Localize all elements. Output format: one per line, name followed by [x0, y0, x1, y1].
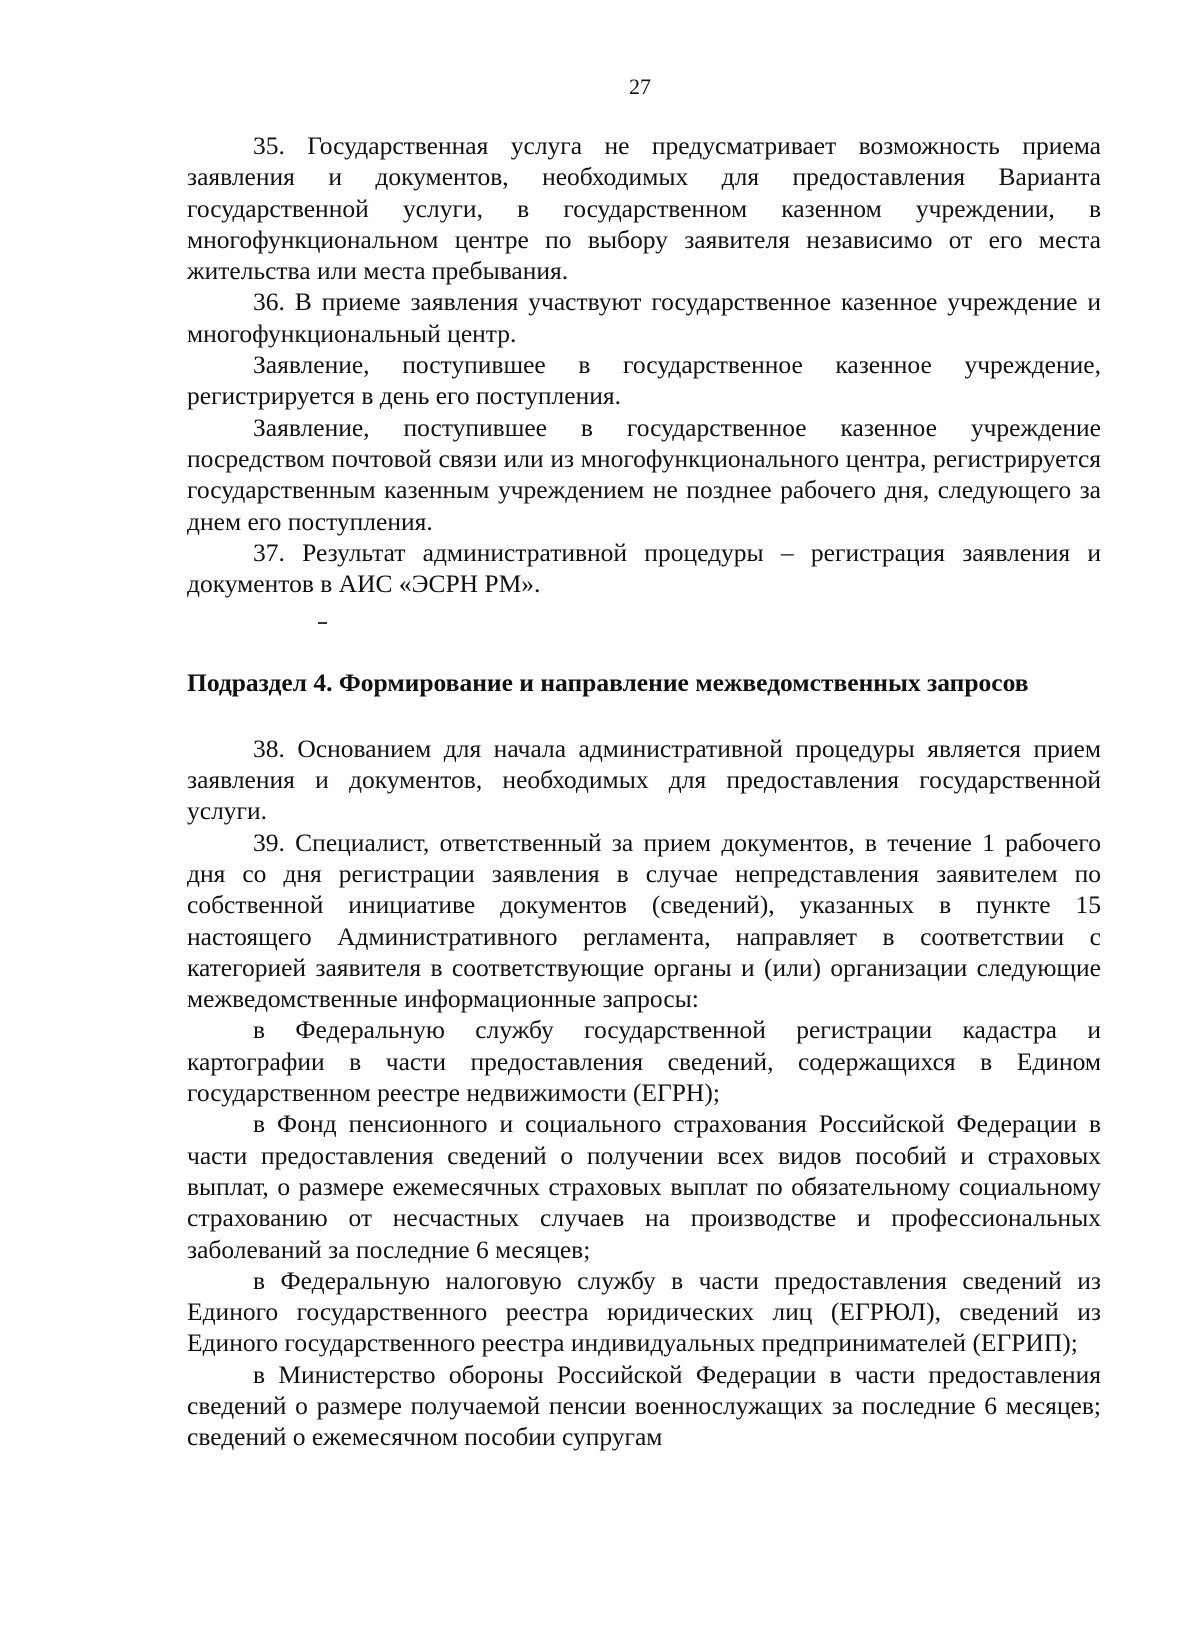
- paragraph-37: 37. Результат административной процедуры – регистрация заявления и документов в АИС «ЭСРН РМ».: [187, 537, 1101, 599]
- paragraph-request-tax-service: в Федеральную налоговую службу в части предоставления сведений из Единого государственного реестра юридических лиц (ЕГРЮЛ), сведений из Единого государственного реестра индивидуальных предпринимателей (ЕГРИП);: [187, 1265, 1101, 1358]
- section-heading: Подраздел 4. Формирование и направление межведомственных запросов: [187, 668, 1029, 698]
- paragraph-request-pension-fund: в Фонд пенсионного и социального страхования Российской Федерации в части предоставления сведений о получении всех видов пособий и страховых выплат, о размере ежемесячных страховых выплат по обязательному социальному страхованию от несчастных случаев на производстве и профессиональных заболеваний за последние 6 месяцев;: [187, 1109, 1101, 1264]
- paragraph-35: 35. Государственная услуга не предусматривает возможность приема заявления и документов, необходимых для предоставления Варианта государственной услуги, в государственном казенном учреждении, в многофункциональном центре по выбору заявителя независимо от его места жительства или места пребывания.: [187, 131, 1101, 286]
- paragraph-36: 36. В приеме заявления участвуют государственное казенное учреждение и многофункциональный центр.: [187, 287, 1101, 348]
- stray-scan-mark: [318, 622, 327, 624]
- paragraph-38: 38. Основанием для начала административной процедуры является прием заявления и документов, необходимых для предоставления государственной услуги.: [187, 733, 1101, 826]
- section-spacer: [187, 599, 1101, 667]
- paragraph-request-defense-ministry: в Министерство обороны Российской Федерации в части предоставления сведений о размере получаемой пенсии военнослужащих за последние 6 месяцев; сведений о ежемесячном пособии супругам: [187, 1359, 1101, 1452]
- paragraph-39: 39. Специалист, ответственный за прием документов, в течение 1 рабочего дня со дня регистрации заявления в случае непредставления заявителем по собственной инициативе документов (сведений), указанных в пункте 15 настоящего Административного регламента, направляет в соответствии с категорией заявителя в соответствующие органы и (или) организации следующие межведомственные информационные запросы:: [187, 827, 1101, 1014]
- heading-spacer: [187, 699, 1101, 733]
- page-number: 27: [629, 74, 651, 99]
- paragraph-registration-postal: Заявление, поступившее в государственное казенное учреждение посредством почтовой связи или из многофункционального центра, регистрируется государственным казенным учреждением не позднее рабочего дня, следующего за днем его поступления.: [187, 412, 1101, 536]
- paragraph-request-rosreestr: в Федеральную службу государственной регистрации кадастра и картографии в части предоставления сведений, содержащихся в Едином государственном реестре недвижимости (ЕГРН);: [187, 1015, 1101, 1108]
- document-body: [187, 130, 1101, 1453]
- paragraph-registration-same-day: Заявление, поступившее в государственное казенное учреждение, регистрируется в день его поступления.: [187, 350, 1101, 411]
